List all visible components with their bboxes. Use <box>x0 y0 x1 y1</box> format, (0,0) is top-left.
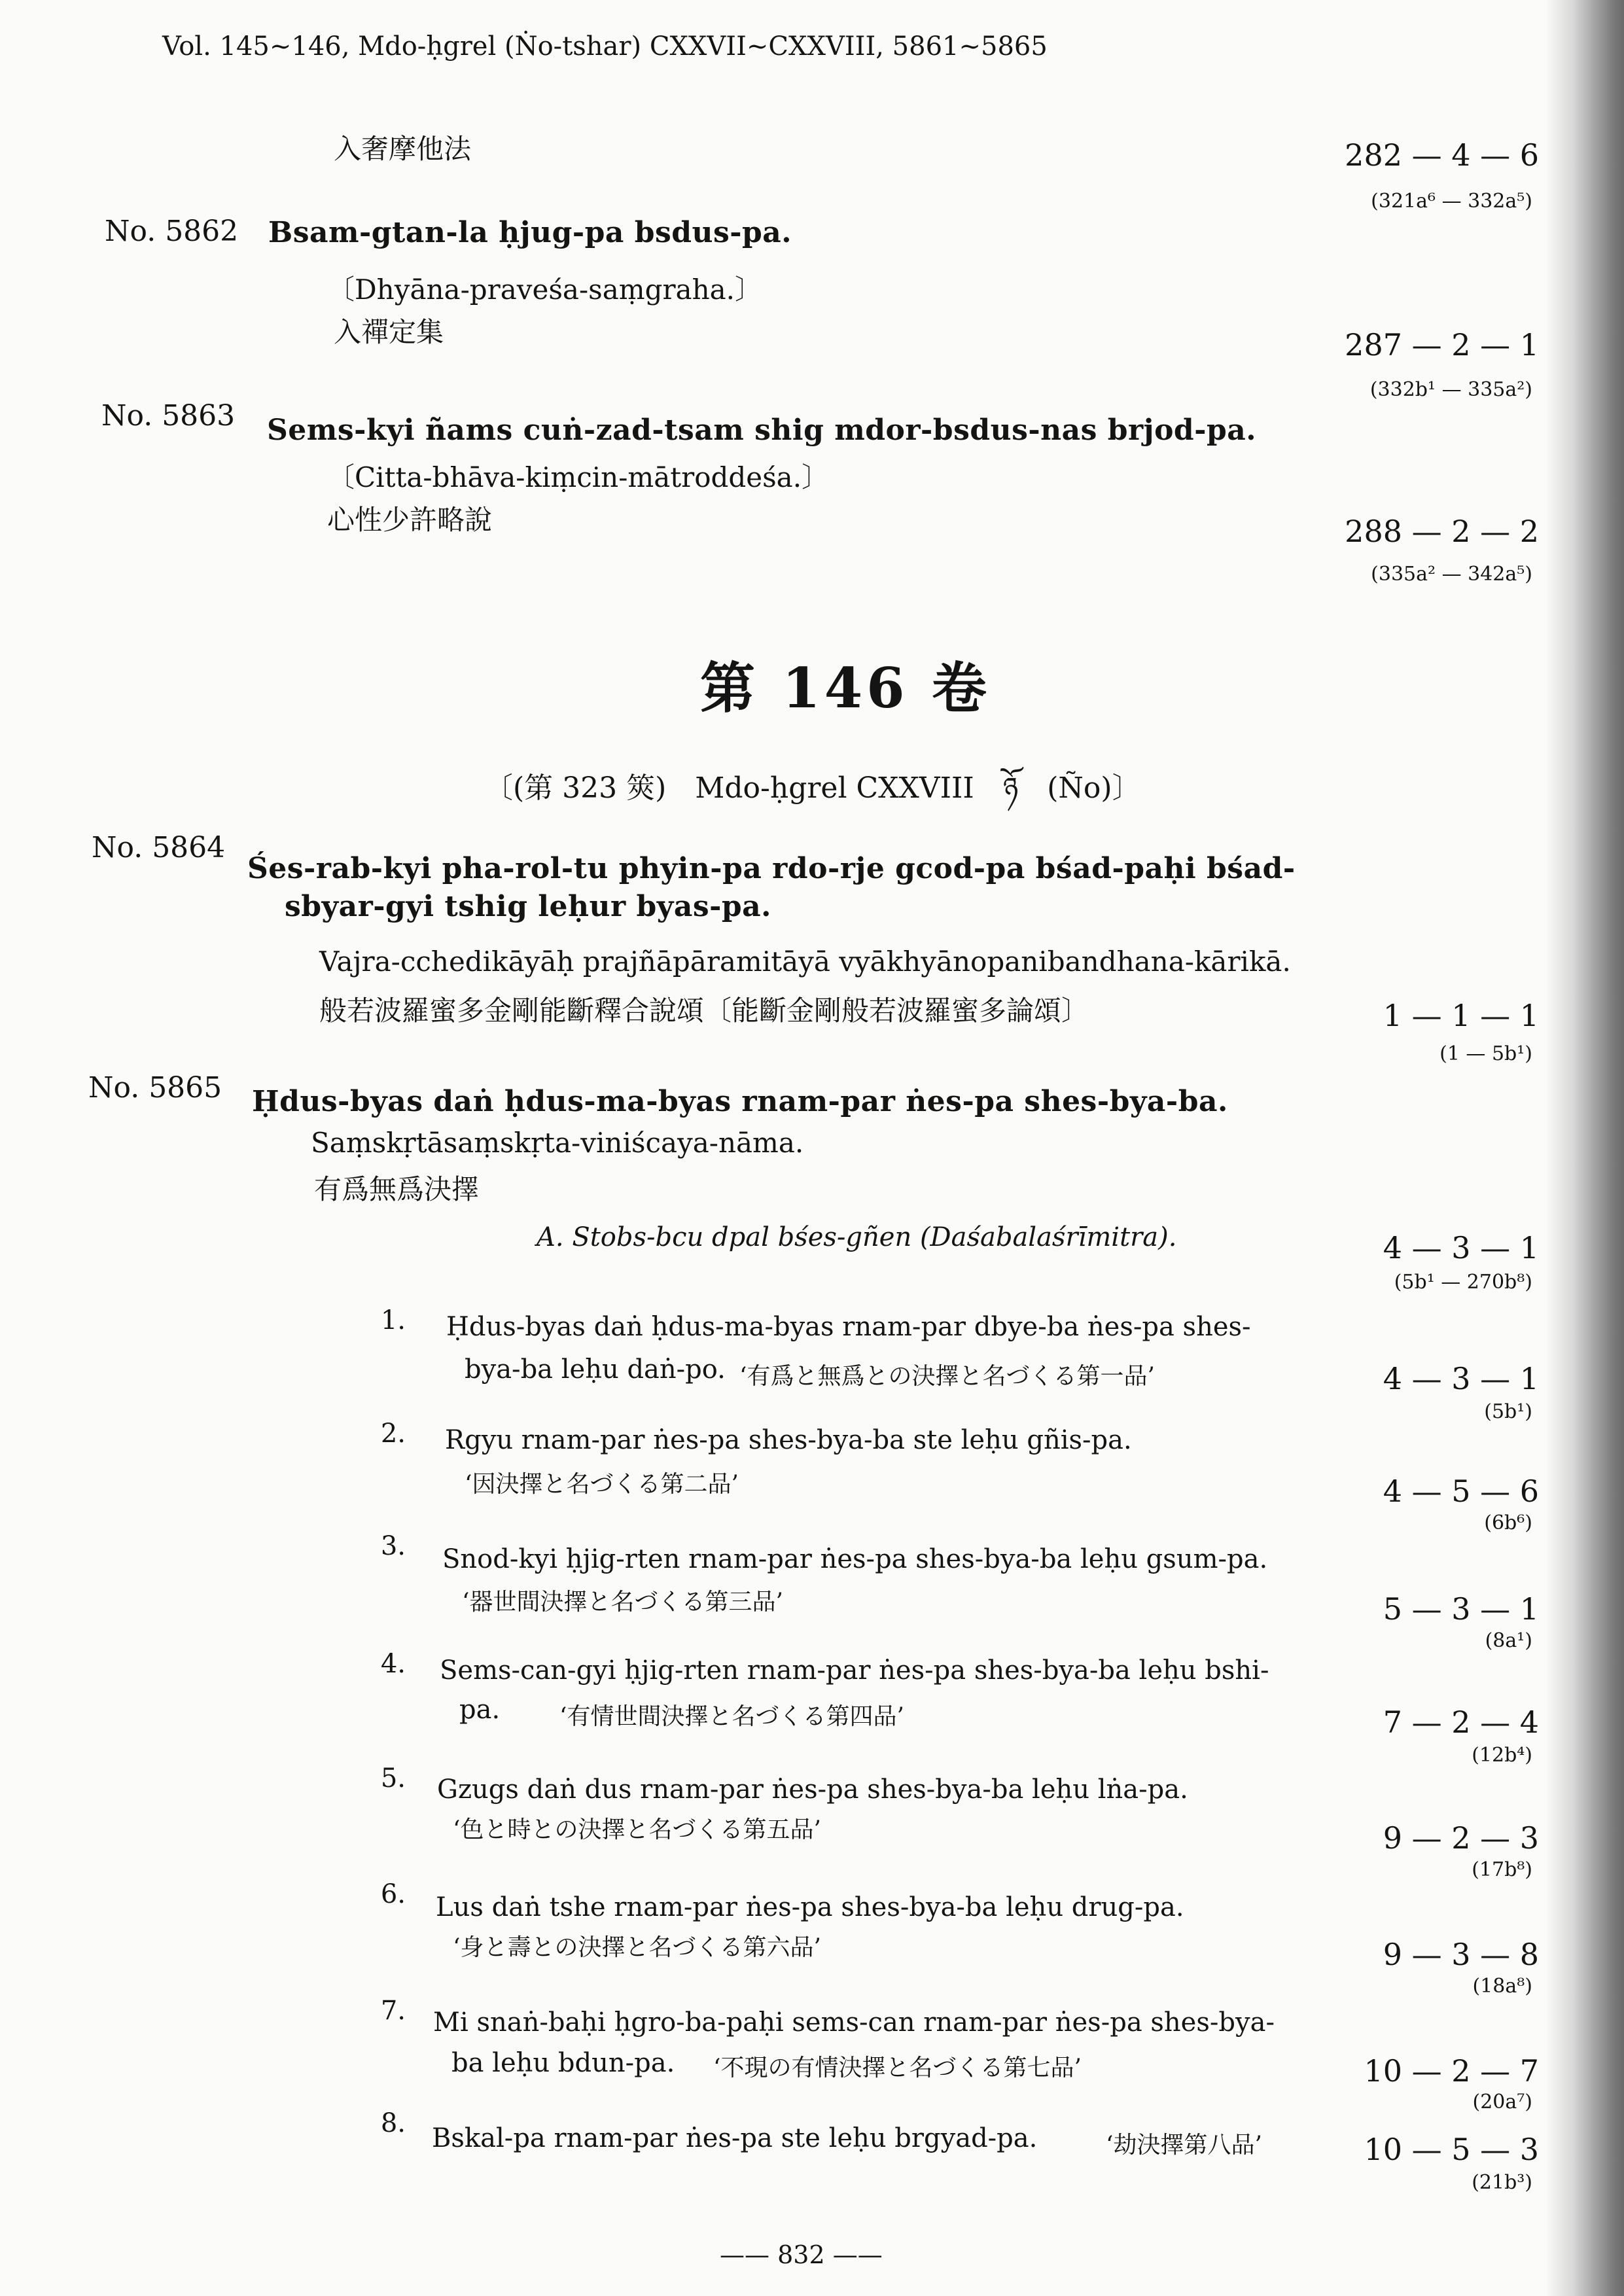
entry-cjk-title: 般若波羅蜜多金剛能斷釋合說頌〔能斷金剛般若波羅蜜多論頌〕 <box>319 995 1089 1027</box>
page-number <box>720 2240 883 2269</box>
chapter-title: Rgyu rnam-par ṅes-pa shes-bya-ba ste leḥu gñis-pa. <box>445 1425 1132 1455</box>
entry-cjk-title: 入禪定集 <box>334 316 444 348</box>
entry-sanskrit-title: Vajra-cchedikāyāḥ prajñāpāramitāyā vyākhyānopanibandhana-kārikā. <box>319 945 1291 978</box>
chapter-title: Sems-can-gyi ḥjig-rten rnam-par ṅes-pa shes-bya-ba leḥu bshi- <box>440 1655 1269 1686</box>
chapter-ref-sub: (12b⁴) <box>1472 1744 1532 1767</box>
chapter-ref: 9 — 2 — 3 <box>1383 1820 1539 1856</box>
entry-tibetan-title-line: sbyar-gyi tshig leḥur byas-pa. <box>285 890 771 923</box>
chapter-ref: 4 — 3 — 1 <box>1383 1361 1539 1396</box>
entry-tibetan-title-line: Ḥdus-byas daṅ ḥdus-ma-byas rnam-par ṅes-pa shes-bya-ba. <box>252 1085 1228 1118</box>
chapter-number: 5. <box>380 1763 406 1793</box>
rule: —— <box>832 2240 883 2269</box>
entry-ref-sub: (5b¹ — 270b⁸) <box>1394 1271 1532 1294</box>
chapter-title: Snod-kyi ḥjig-rten rnam-par ṅes-pa shes-bya-ba leḥu gsum-pa. <box>442 1544 1268 1574</box>
entry-tibetan-title: Bsam-gtan-la ḥjug-pa bsdus-pa. <box>268 216 792 249</box>
chapter-ref-sub: (5b¹) <box>1484 1400 1532 1423</box>
entry-ref-sub: (332b¹ — 335a²) <box>1369 378 1532 401</box>
entry-author: A. Stobs-bcu dpal bśes-gñen (Daśabalaśrīmitra). <box>537 1222 1177 1252</box>
chapter-ref: 9 — 3 — 8 <box>1383 1937 1539 1972</box>
chapter-number: 8. <box>380 2108 406 2138</box>
entry-ref: 4 — 3 — 1 <box>1383 1230 1539 1265</box>
volume-title: 第 146 卷 <box>700 656 991 720</box>
chapter-japanese-title: ‘色と時との決擇と名づくる第五品’ <box>453 1816 821 1843</box>
chapter-ref-sub: (6b⁶) <box>1484 1511 1532 1534</box>
volume-subtitle: 〔(第 323 筴) Mdo-ḥgrel CXXVIII ཉོ (Ño)〕 <box>484 771 1141 805</box>
chapter-ref: 4 — 5 — 6 <box>1383 1474 1539 1509</box>
entry-number: No. 5864 <box>92 831 226 864</box>
chapter-title: Bskal-pa rnam-par ṅes-pa ste leḥu brgyad-pa. <box>432 2123 1038 2153</box>
chapter-ref-sub: (8a¹) <box>1485 1629 1532 1652</box>
chapter-number: 4. <box>380 1649 406 1679</box>
chapter-number: 1. <box>380 1305 406 1335</box>
rule: —— <box>720 2240 769 2269</box>
entry-ref: 288 — 2 — 2 <box>1345 514 1539 549</box>
entry-ref-sub: (335a² — 342a⁵) <box>1371 563 1532 586</box>
chapter-japanese-title: ‘因決擇と名づくる第二品’ <box>465 1471 739 1498</box>
chapter-number: 3. <box>380 1531 406 1561</box>
entry-ref-sub: (1 — 5b¹) <box>1439 1042 1532 1065</box>
chapter-title-cont: pa. <box>459 1695 501 1725</box>
entry-sanskrit-title: Saṃskṛtāsaṃskṛta-viniścaya-nāma. <box>311 1127 804 1159</box>
chapter-ref: 10 — 2 — 7 <box>1364 2053 1539 2089</box>
chapter-ref: 5 — 3 — 1 <box>1383 1591 1539 1627</box>
entry-ref-sub: (321a⁶ — 332a⁵) <box>1371 190 1532 213</box>
chapter-japanese-title: ‘劫決擇第八品’ <box>1106 2132 1262 2159</box>
entry-sanskrit-title: 〔Dhyāna-praveśa-saṃgraha.〕 <box>327 274 763 306</box>
entry-ref: 1 — 1 — 1 <box>1383 998 1539 1033</box>
chapter-number: 6. <box>380 1879 406 1909</box>
chapter-number: 2. <box>380 1419 406 1449</box>
entry-number: No. 5865 <box>88 1071 222 1104</box>
entry-number: No. 5862 <box>105 215 239 248</box>
entry-cjk-title: 心性少許略說 <box>327 504 493 536</box>
entry-cjk-title: 入奢摩他法 <box>334 133 472 165</box>
chapter-number: 7. <box>380 1996 406 2026</box>
chapter-japanese-title: ‘器世間決擇と名づくる第三品’ <box>462 1589 783 1616</box>
entry-cjk-title: 有爲無爲決擇 <box>314 1173 480 1205</box>
page-edge-shadow <box>1545 0 1624 2296</box>
chapter-title: Mi snaṅ-baḥi ḥgro-ba-paḥi sems-can rnam-par ṅes-pa shes-bya- <box>433 2007 1275 2038</box>
chapter-title-cont: bya-ba leḥu daṅ-po. <box>465 1354 726 1385</box>
chapter-ref-sub: (20a⁷) <box>1472 2091 1532 2113</box>
entry-ref: 287 — 2 — 1 <box>1345 327 1539 362</box>
chapter-ref: 7 — 2 — 4 <box>1383 1704 1539 1740</box>
page-number-value: 832 <box>777 2240 825 2269</box>
chapter-ref-sub: (18a⁸) <box>1472 1975 1532 1998</box>
entry-tibetan-title: Sems-kyi ñams cuṅ-zad-tsam shig mdor-bsdus-nas brjod-pa. <box>267 414 1257 447</box>
entry-tibetan-title-line: Śes-rab-kyi pha-rol-tu phyin-pa rdo-rje gcod-pa bśad-paḥi bśad- <box>247 852 1296 885</box>
chapter-title: Lus daṅ tshe rnam-par ṅes-pa shes-bya-ba leḥu drug-pa. <box>436 1892 1184 1922</box>
chapter-japanese-title: ‘有情世間決擇と名づくる第四品’ <box>559 1703 904 1730</box>
chapter-ref-sub: (21b³) <box>1472 2171 1532 2194</box>
chapter-title: Gzugs daṅ dus rnam-par ṅes-pa shes-bya-ba leḥu lṅa-pa. <box>437 1775 1188 1805</box>
chapter-japanese-title: ‘有爲と無爲との決擇と名づくる第一品’ <box>739 1363 1155 1390</box>
chapter-title-cont: ba leḥu bdun-pa. <box>451 2048 675 2078</box>
chapter-ref-sub: (17b⁸) <box>1472 1858 1532 1881</box>
chapter-title: Ḥdus-byas daṅ ḥdus-ma-byas rnam-par dbye-ba ṅes-pa shes- <box>446 1312 1251 1342</box>
chapter-japanese-title: ‘不現の有情決擇と名づくる第七品’ <box>713 2055 1082 2081</box>
entry-sanskrit-title: 〔Citta-bhāva-kiṃcin-mātroddeśa.〕 <box>327 461 830 493</box>
entry-ref: 282 — 4 — 6 <box>1345 137 1539 173</box>
chapter-japanese-title: ‘身と壽との決擇と名づくる第六品’ <box>453 1934 821 1961</box>
running-head: Vol. 145~146, Mdo-ḥgrel (Ṅo-tshar) CXXVII~CXXVIII, 5861~5865 <box>162 31 1048 62</box>
entry-number: No. 5863 <box>101 399 236 433</box>
chapter-ref: 10 — 5 — 3 <box>1364 2132 1539 2167</box>
